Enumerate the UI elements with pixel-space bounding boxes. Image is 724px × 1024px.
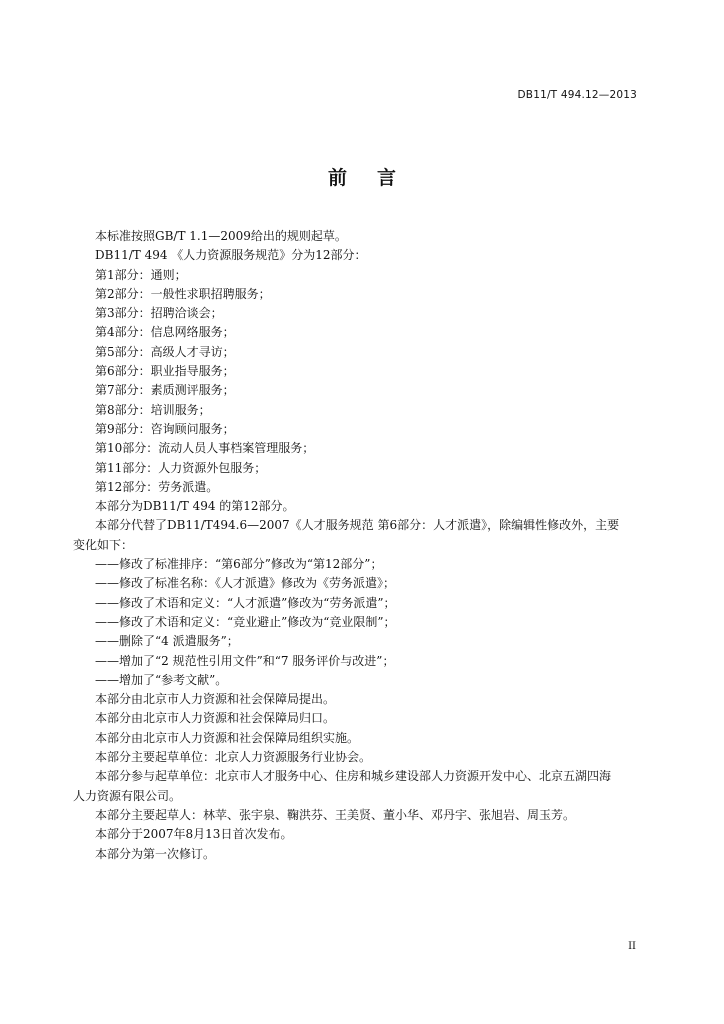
paragraph-line: 变化如下： (73, 537, 134, 552)
paragraph-line: 第10部分：流动人员人事档案管理服务； (95, 441, 315, 456)
paragraph-line: 第9部分：咨询顾问服务； (95, 421, 235, 436)
preface-body (73, 227, 643, 864)
paragraph-line: ——修改了术语和定义：“竞业避止”修改为“竞业限制”； (95, 614, 396, 629)
paragraph-line: ——删除了“4 派遣服务”； (95, 634, 239, 649)
paragraph-line: DB11/T 494 《人力资源服务规范》分为12部分： (95, 248, 367, 263)
paragraph-line: 本部分为DB11/T 494 的第12部分。 (95, 499, 295, 514)
paragraph-line: ——修改了标准名称：《人才派遣》修改为《劳务派遣》； (95, 576, 396, 591)
paragraph-line: 第6部分：职业指导服务； (95, 364, 235, 379)
paragraph-line: 本标准按照GB/T 1.1—2009给出的规则起草。 (95, 229, 347, 243)
paragraph-line: 第8部分：培训服务； (95, 402, 211, 417)
paragraph-line: 第1部分：通则； (95, 267, 187, 282)
paragraph-line: 第11部分：人力资源外包服务； (95, 460, 267, 475)
paragraph-line: 本部分由北京市人力资源和社会保障局提出。 (95, 692, 336, 707)
paragraph-line: ——增加了“参考文献”。 (95, 672, 228, 687)
paragraph-line: 本部分由北京市人力资源和社会保障局归口。 (95, 711, 336, 726)
paragraph-line: 本部分于2007年8月13日首次发布。 (95, 827, 293, 842)
document-code: DB11/T 494.12—2013 (517, 89, 637, 101)
paragraph-line: 第7部分：素质测评服务； (95, 383, 235, 398)
paragraph-line: 本部分代替了DB11/T494.6—2007《人才服务规范 第6部分：人才派遣》，除编辑性修改外，主要 (95, 518, 620, 533)
paragraph-line: ——修改了标准排序：“第6部分”修改为“第12部分”； (95, 557, 383, 572)
page-number: II (628, 941, 636, 952)
paragraph-line: 本部分主要起草人：林苹、张宇泉、鞠洪芬、王美贤、董小华、邓丹宇、张旭岩、周玉芳。 (95, 807, 576, 822)
paragraph-line: 本部分为第一次修订。 (95, 846, 216, 861)
paragraph-line: 第12部分：劳务派遣。 (95, 479, 219, 494)
paragraph-line: 人力资源有限公司。 (73, 788, 182, 803)
section-title: 前言 (327, 167, 426, 189)
paragraph-line: 第2部分：一般性求职招聘服务； (95, 286, 271, 301)
paragraph-line: ——增加了“2 规范性引用文件”和“7 服务评价与改进”； (95, 653, 395, 668)
paragraph-line: 第4部分：信息网络服务； (95, 325, 235, 340)
paragraph-line: 本部分参与起草单位：北京市人才服务中心、住房和城乡建设部人力资源开发中心、北京五湖四海 (95, 769, 612, 784)
paragraph-line: ——修改了术语和定义：“人才派遣”修改为“劳务派遣”； (95, 595, 396, 610)
paragraph-line: 本部分主要起草单位：北京人力资源服务行业协会。 (95, 750, 372, 765)
paragraph-line: 第5部分：高级人才寻访； (95, 344, 235, 359)
paragraph-line: 第3部分：招聘洽谈会； (95, 306, 223, 321)
paragraph-line: 本部分由北京市人力资源和社会保障局组织实施。 (95, 730, 360, 745)
